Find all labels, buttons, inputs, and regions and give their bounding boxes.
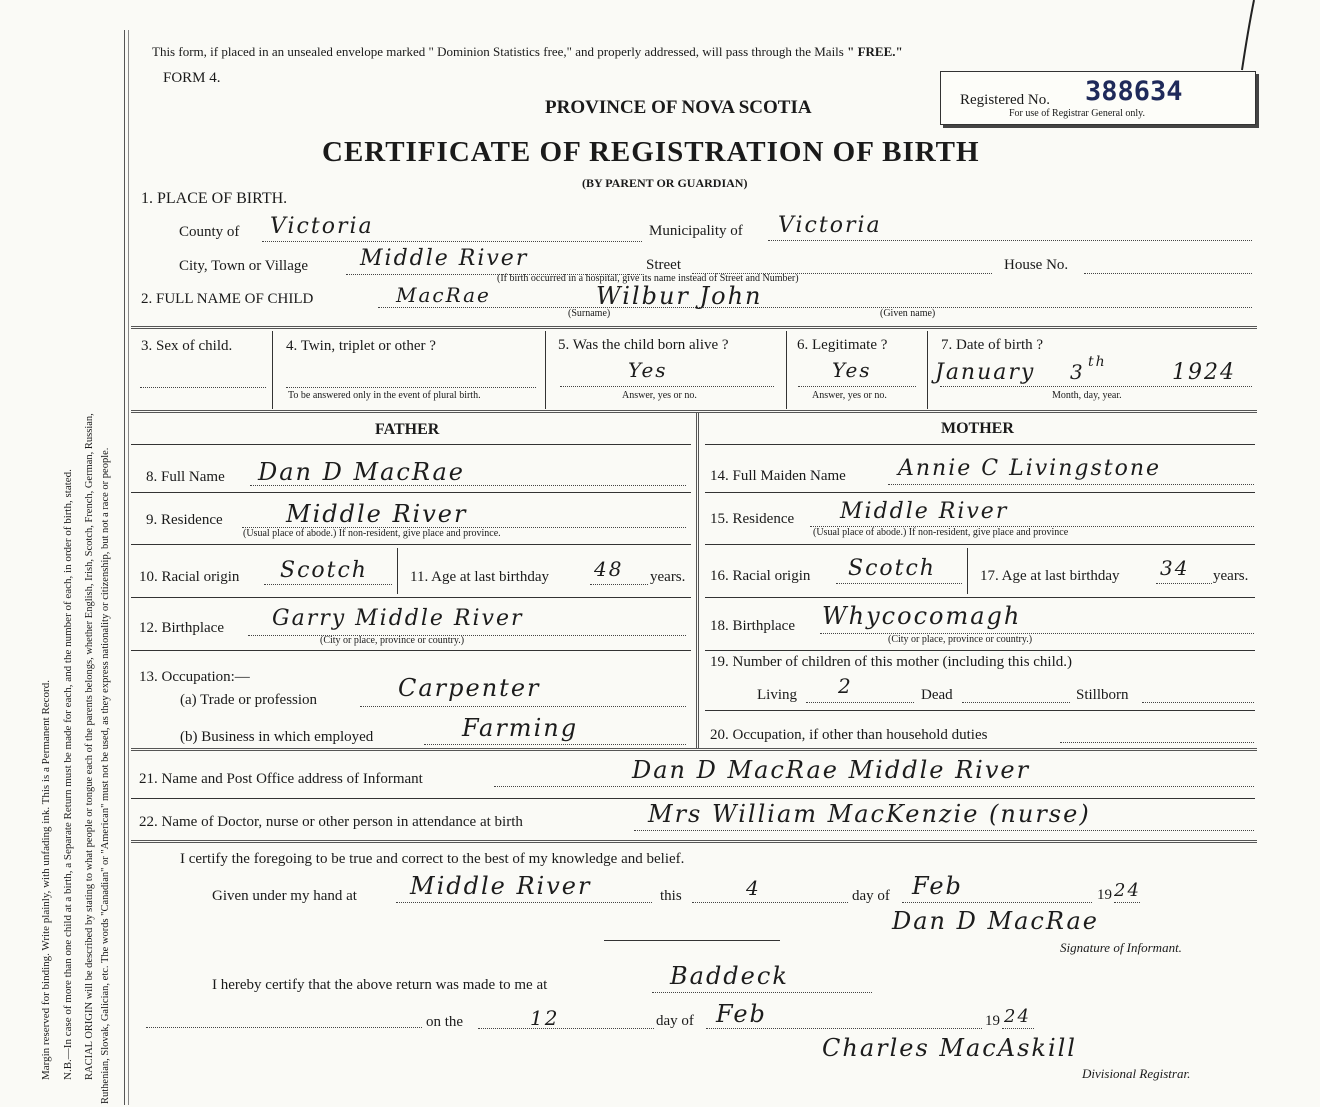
father-birthplace-value: Garry Middle River bbox=[272, 606, 524, 631]
certificate-title: CERTIFICATE OF REGISTRATION OF BIRTH bbox=[322, 136, 980, 168]
father-racial-value: Scotch bbox=[280, 558, 368, 583]
child-name-label: 2. FULL NAME OF CHILD bbox=[141, 291, 314, 307]
mother-children-label: 19. Number of children of this mother (including this child.) bbox=[710, 654, 1073, 670]
mother-racial-label: 16. Racial origin bbox=[710, 568, 811, 584]
municipality-label: Municipality of bbox=[649, 223, 743, 239]
divider-informant-bottom bbox=[131, 798, 1255, 799]
father-racial-label: 10. Racial origin bbox=[139, 569, 240, 585]
month-value: Feb bbox=[912, 872, 963, 900]
reg-year-value: 24 bbox=[1004, 1006, 1031, 1027]
divider-10-11 bbox=[397, 548, 398, 594]
mother-racial-line bbox=[836, 583, 962, 584]
year-prefix: 19 bbox=[1097, 887, 1112, 903]
living-line bbox=[806, 702, 914, 703]
mother-age-label: 17. Age at last birthday bbox=[980, 568, 1120, 584]
dob-note: Month, day, year. bbox=[1052, 390, 1122, 401]
postal-note bbox=[152, 44, 903, 60]
mother-birthplace-note: (City or place, province or country.) bbox=[888, 634, 1033, 645]
surname-caption: (Surname) bbox=[568, 308, 611, 319]
reg-day-line bbox=[478, 1028, 654, 1029]
divider-3-4 bbox=[272, 331, 273, 409]
divider-row10-left bbox=[131, 597, 691, 598]
divider-row16-right bbox=[705, 597, 1255, 598]
hospital-note: (If birth occurred in a hospital, give its name instead of Street and Number) bbox=[497, 273, 799, 284]
house-label: House No. bbox=[1004, 257, 1069, 273]
margin-border-inner bbox=[128, 30, 129, 1105]
margin-note-multiple-births: N.B.—In case of more than one child at a birth, a Separate Return must be made for each, and the number of each, in order of birth, stated. bbox=[62, 469, 74, 1080]
legitimate-value: Yes bbox=[832, 358, 872, 382]
informant-label: 21. Name and Post Office address of Informant bbox=[139, 771, 423, 787]
house-line bbox=[1084, 273, 1252, 274]
father-residence-label: 9. Residence bbox=[146, 512, 223, 528]
father-heading: FATHER bbox=[375, 421, 440, 438]
child-name-line bbox=[378, 307, 1252, 308]
father-age-value: 48 bbox=[594, 557, 624, 581]
sex-line bbox=[140, 387, 266, 388]
child-surname-value: MacRae bbox=[396, 283, 491, 307]
reg-year-prefix: 19 bbox=[985, 1013, 1000, 1029]
divider-parents-middle bbox=[696, 413, 699, 749]
living-value: 2 bbox=[838, 674, 853, 698]
margin-note-racial-origin-cont: Ruthenian, Slovak, Galician, etc. The words "Canadian" or "American" must not be used, as they express nationality or citizenship, but not a race or people. bbox=[100, 447, 111, 1104]
month-line bbox=[902, 902, 1092, 903]
year-line bbox=[1114, 902, 1140, 903]
signature-caption: Signature of Informant. bbox=[1060, 940, 1182, 955]
registrar-place-value: Baddeck bbox=[670, 962, 789, 990]
mother-occupation-line bbox=[1060, 742, 1254, 743]
certify-statement: I certify the foregoing to be true and correct to the best of my knowledge and belief. bbox=[180, 851, 685, 867]
dob-label: 7. Date of birth ? bbox=[941, 337, 1044, 353]
given-place-value: Middle River bbox=[410, 872, 592, 900]
father-business-label: (b) Business in which employed bbox=[180, 729, 374, 745]
registered-box bbox=[940, 71, 1256, 125]
alive-label: 5. Was the child born alive ? bbox=[558, 337, 729, 353]
registrar-statement: I hereby certify that the above return was made to me at bbox=[212, 977, 548, 993]
mother-birthplace-line bbox=[820, 633, 1254, 634]
registered-label: Registered No. bbox=[960, 92, 1050, 108]
divider-row12-left bbox=[131, 650, 691, 651]
on-the-label: on the bbox=[426, 1014, 464, 1030]
mother-heading: MOTHER bbox=[941, 420, 1014, 437]
mother-age-value: 34 bbox=[1160, 556, 1190, 580]
child-given-value: Wilbur John bbox=[596, 282, 763, 310]
street-label: Street bbox=[646, 257, 681, 273]
father-age-label: 11. Age at last birthday bbox=[410, 569, 549, 585]
reg-day-of-label: day of bbox=[656, 1013, 694, 1029]
registrar-signature: Charles MacAskill bbox=[822, 1034, 1077, 1062]
mother-birthplace-label: 18. Birthplace bbox=[710, 618, 795, 634]
dob-day-suffix: th bbox=[1088, 354, 1107, 370]
mother-age-line bbox=[1156, 583, 1212, 584]
margin-note-racial-origin: RACIAL ORIGIN will be described by stating to what people or tongue each of the parents belongs, whether English, Irish, Scotch, French, German, Russian, bbox=[84, 413, 95, 1080]
divider-row15-right bbox=[705, 544, 1255, 545]
reg-month-value: Feb bbox=[716, 1000, 767, 1028]
dob-line bbox=[940, 386, 1252, 387]
divider-4-5 bbox=[545, 331, 546, 409]
mother-occupation-label: 20. Occupation, if other than household duties bbox=[710, 727, 988, 743]
dead-line bbox=[962, 702, 1070, 703]
municipality-value: Victoria bbox=[778, 213, 882, 238]
doctor-line bbox=[634, 830, 1254, 831]
father-name-label: 8. Full Name bbox=[146, 469, 225, 485]
mother-name-line bbox=[888, 484, 1254, 485]
father-birthplace-note: (City or place, province or country.) bbox=[320, 635, 465, 646]
registrar-use-note: For use of Registrar General only. bbox=[1009, 108, 1145, 119]
informant-line bbox=[494, 786, 1254, 787]
divider-certification-top bbox=[131, 840, 1257, 843]
father-business-value: Farming bbox=[462, 714, 579, 742]
mother-birthplace-value: Whycocomagh bbox=[822, 602, 1022, 630]
father-residence-value: Middle River bbox=[286, 500, 468, 528]
informant-value: Dan D MacRae Middle River bbox=[632, 756, 1031, 784]
this-label: this bbox=[660, 888, 682, 904]
stillborn-line bbox=[1142, 702, 1254, 703]
dob-year: 1924 bbox=[1172, 360, 1236, 385]
municipality-line bbox=[768, 240, 1252, 241]
reg-month-line bbox=[706, 1028, 982, 1029]
mother-age-years: years. bbox=[1213, 568, 1249, 584]
day-value: 4 bbox=[746, 876, 761, 900]
father-birthplace-label: 12. Birthplace bbox=[139, 620, 224, 636]
left-signature-line bbox=[604, 940, 780, 941]
living-label: Living bbox=[757, 687, 797, 703]
margin-border bbox=[124, 30, 125, 1105]
father-trade-value: Carpenter bbox=[398, 674, 541, 702]
divider-row3-top bbox=[131, 326, 1257, 329]
divider-16-17 bbox=[967, 548, 968, 594]
postal-note-text: This form, if placed in an unsealed envelope marked " Dominion Statistics free," and properly addressed, will pass through the Mails bbox=[152, 44, 844, 59]
divider-informant-top bbox=[131, 748, 1257, 751]
divider-row14-right bbox=[705, 492, 1255, 493]
given-name-caption: (Given name) bbox=[880, 308, 936, 319]
divider-6-7 bbox=[927, 331, 928, 409]
doctor-label: 22. Name of Doctor, nurse or other person in attendance at birth bbox=[139, 814, 523, 830]
year-value: 24 bbox=[1114, 880, 1141, 901]
mother-racial-value: Scotch bbox=[848, 556, 936, 581]
father-trade-line bbox=[360, 706, 686, 707]
father-racial-line bbox=[264, 584, 392, 585]
pen-stroke-mark bbox=[1230, 0, 1260, 72]
mother-residence-label: 15. Residence bbox=[710, 511, 795, 527]
father-business-line bbox=[424, 744, 686, 745]
dead-label: Dead bbox=[921, 687, 953, 703]
father-residence-note: (Usual place of abode.) If non-resident, give place and province. bbox=[243, 528, 501, 539]
twin-line bbox=[286, 387, 536, 388]
mother-residence-note: (Usual place of abode.) If non-resident, give place and province bbox=[813, 527, 1069, 538]
county-label: County of bbox=[179, 224, 240, 240]
reg-year-line bbox=[1002, 1028, 1034, 1029]
registered-number: 388634 bbox=[1085, 76, 1183, 107]
province-heading: PROVINCE OF NOVA SCOTIA bbox=[545, 97, 812, 118]
alive-line bbox=[560, 386, 774, 387]
father-age-years: years. bbox=[650, 569, 686, 585]
form-number: FORM 4. bbox=[163, 70, 221, 86]
postal-free: " FREE." bbox=[847, 44, 903, 59]
twin-label: 4. Twin, triplet or other ? bbox=[286, 338, 436, 354]
certificate-subtitle: (BY PARENT OR GUARDIAN) bbox=[582, 176, 748, 190]
divider-under-headings-left bbox=[131, 444, 691, 445]
legitimate-note: Answer, yes or no. bbox=[812, 390, 887, 401]
informant-signature: Dan D MacRae bbox=[892, 907, 1099, 935]
divider-row9-left bbox=[131, 544, 691, 545]
father-trade-label: (a) Trade or profession bbox=[180, 692, 318, 708]
mother-name-label: 14. Full Maiden Name bbox=[710, 468, 846, 484]
dob-month: January bbox=[935, 360, 1036, 385]
divider-row18-right bbox=[705, 650, 1255, 651]
county-value: Victoria bbox=[270, 214, 374, 239]
father-age-line bbox=[590, 584, 648, 585]
registrar-date-line-left bbox=[146, 1027, 422, 1028]
divider-row8-left bbox=[131, 492, 691, 493]
divider-row19-right bbox=[705, 710, 1255, 711]
dob-day: 3 bbox=[1070, 360, 1085, 384]
county-line bbox=[262, 241, 642, 242]
divider-5-6 bbox=[786, 331, 787, 409]
divider-parents-top bbox=[131, 410, 1257, 413]
divider-under-headings-right bbox=[705, 444, 1255, 445]
sex-label: 3. Sex of child. bbox=[141, 338, 233, 354]
place-of-birth-heading: 1. PLACE OF BIRTH. bbox=[141, 190, 288, 207]
father-occupation-label: 13. Occupation:— bbox=[139, 669, 250, 685]
city-label: City, Town or Village bbox=[179, 258, 309, 274]
registrar-place-line bbox=[652, 992, 872, 993]
reg-day-value: 12 bbox=[530, 1006, 560, 1030]
stillborn-label: Stillborn bbox=[1076, 687, 1129, 703]
day-of-label: day of bbox=[852, 888, 890, 904]
mother-residence-value: Middle River bbox=[840, 499, 1009, 524]
father-name-value: Dan D MacRae bbox=[258, 458, 465, 486]
day-line bbox=[692, 902, 848, 903]
margin-note-binding: Margin reserved for binding. Write plainly, with unfading ink. This is a Permanent Record. bbox=[40, 680, 52, 1080]
alive-note: Answer, yes or no. bbox=[622, 390, 697, 401]
legitimate-line bbox=[798, 386, 916, 387]
alive-value: Yes bbox=[628, 358, 668, 382]
given-place-line bbox=[396, 902, 652, 903]
given-label: Given under my hand at bbox=[212, 888, 357, 904]
legitimate-label: 6. Legitimate ? bbox=[797, 337, 888, 353]
registrar-caption: Divisional Registrar. bbox=[1082, 1066, 1191, 1081]
twin-note: To be answered only in the event of plural birth. bbox=[288, 390, 481, 401]
father-birthplace-line bbox=[248, 635, 686, 636]
mother-name-value: Annie C Livingstone bbox=[898, 456, 1162, 481]
doctor-value: Mrs William MacKenzie (nurse) bbox=[648, 800, 1091, 828]
city-value: Middle River bbox=[360, 246, 529, 271]
